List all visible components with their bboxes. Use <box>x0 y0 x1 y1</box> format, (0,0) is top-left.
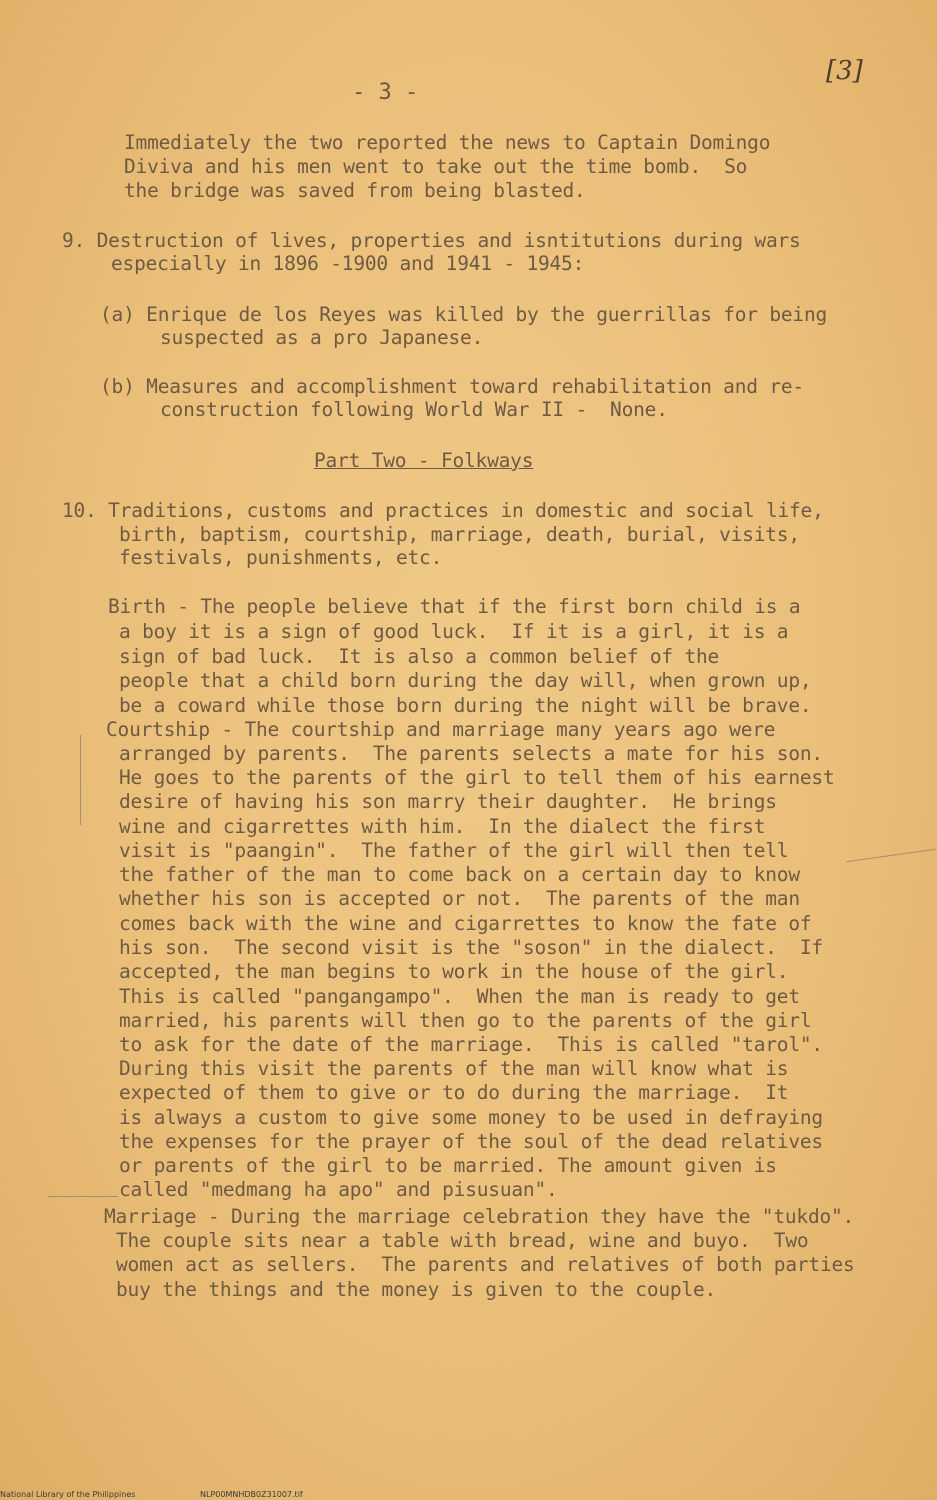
page-number: - 3 - <box>352 80 419 105</box>
text-line: Birth - The people believe that if the first born child is a <box>108 595 801 618</box>
text-line: desire of having his son marry their daughter. He brings <box>119 790 777 813</box>
text-line: visit is "paangin". The father of the girl will then tell <box>119 839 789 862</box>
margin-annotation: [3] <box>826 56 863 86</box>
pencil-mark <box>80 735 81 825</box>
text-line: a boy it is a sign of good luck. If it is a girl, it is a <box>119 620 789 643</box>
text-line: Marriage - During the marriage celebration they have the "tukdo". <box>104 1205 855 1228</box>
text-line: comes back with the wine and cigarrettes to know the fate of <box>119 912 812 935</box>
text-line: married, his parents will then go to the parents of the girl <box>119 1009 812 1032</box>
text-line: This is called "pangangampo". When the man is ready to get <box>119 985 800 1008</box>
footer-filename: NLP00MNHDB0Z31007.tif <box>200 1490 303 1499</box>
text-line: During this visit the parents of the man will know what is <box>119 1057 789 1080</box>
text-line: the father of the man to come back on a certain day to know <box>119 863 800 886</box>
text-line: 10. Traditions, customs and practices in domestic and social life, <box>62 499 824 522</box>
pencil-mark <box>846 849 935 863</box>
text-line: whether his son is accepted or not. The parents of the man <box>119 887 800 910</box>
text-line: people that a child born during the day will, when grown up, <box>119 669 812 692</box>
text-line: expected of them to give or to do during the marriage. It <box>119 1081 789 1104</box>
text-line: suspected as a pro Japanese. <box>160 326 484 349</box>
text-line: (a) Enrique de los Reyes was killed by the guerrillas for being <box>100 303 828 326</box>
text-line: especially in 1896 -1900 and 1941 - 1945: <box>111 252 585 275</box>
text-line: to ask for the date of the marriage. This is called "tarol". <box>119 1033 823 1056</box>
text-line: arranged by parents. The parents selects a mate for his son. <box>119 742 823 765</box>
text-line: He goes to the parents of the girl to tell them of his earnest <box>119 766 835 789</box>
text-line: 9. Destruction of lives, properties and isntitutions during wars <box>62 229 801 252</box>
text-line: Immediately the two reported the news to Captain Domingo <box>124 131 771 154</box>
text-line: the bridge was saved from being blasted. <box>124 179 586 202</box>
text-line: or parents of the girl to be married. The amount given is <box>119 1154 777 1177</box>
text-line: is always a custom to give some money to be used in defraying <box>119 1106 823 1129</box>
pencil-mark <box>48 1196 118 1197</box>
section-heading: Part Two - Folkways <box>314 449 534 472</box>
text-line: Courtship - The courtship and marriage many years ago were <box>106 718 776 741</box>
text-line: be a coward while those born during the night will be brave. <box>119 694 812 717</box>
text-line: wine and cigarrettes with him. In the dialect the first <box>119 815 766 838</box>
text-line: the expenses for the prayer of the soul of the dead relatives <box>119 1130 823 1153</box>
text-line: construction following World War II - None. <box>160 398 668 421</box>
text-line: accepted, the man begins to work in the house of the girl. <box>119 960 789 983</box>
footer-library: National Library of the Philippines <box>0 1490 136 1499</box>
text-line: his son. The second visit is the "soson" in the dialect. If <box>119 936 823 959</box>
text-line: Diviva and his men went to take out the time bomb. So <box>124 155 748 178</box>
text-line: sign of bad luck. It is also a common belief of the <box>119 645 720 668</box>
text-line: women act as sellers. The parents and relatives of both parties <box>116 1253 855 1276</box>
text-line: festivals, punishments, etc. <box>119 546 443 569</box>
text-line: called "medmang ha apo" and pisusuan". <box>119 1178 558 1201</box>
text-line: birth, baptism, courtship, marriage, death, burial, visits, <box>119 523 800 546</box>
text-line: buy the things and the money is given to the couple. <box>116 1278 717 1301</box>
text-line: (b) Measures and accomplishment toward rehabilitation and re- <box>100 375 804 398</box>
text-line: The couple sits near a table with bread, wine and buyo. Two <box>116 1229 809 1252</box>
